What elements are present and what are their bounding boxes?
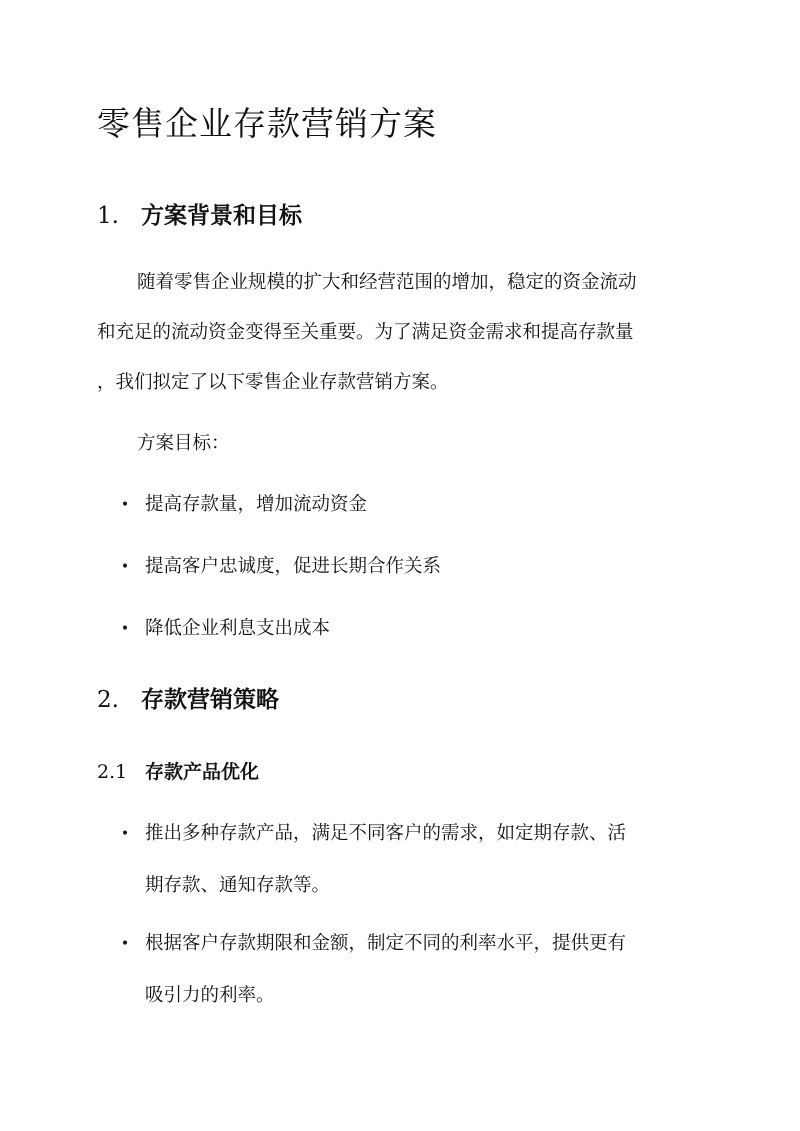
section-1-intro-paragraph: [97, 258, 707, 408]
section-2-heading: [97, 681, 279, 714]
goal-text: 提高客户忠诚度，促进长期合作关系: [145, 556, 442, 577]
intro-line: 和充足的流动资金变得至关重要。为了满足资金需求和提高存款量: [97, 322, 634, 343]
goal-list-item: [115, 603, 715, 655]
strategy-text-line: 吸引力的利率。: [145, 985, 275, 1006]
goal-text: 降低企业利息支出成本: [145, 618, 331, 639]
goal-text: 提高存款量，增加流动资金: [145, 494, 368, 515]
subsection-2-1-title: 存款产品优化: [145, 761, 260, 783]
goal-list-item: [115, 541, 715, 593]
subsection-2-1-heading: [97, 757, 259, 784]
section-1-title: 方案背景和目标: [141, 202, 302, 229]
bullet-icon: •: [120, 826, 130, 842]
document-title: 零售企业存款营销方案: [97, 104, 437, 143]
subsection-2-1-number: 2.1: [97, 761, 128, 783]
strategy-text-line: 推出多种存款产品，满足不同客户的需求，如定期存款、活: [145, 823, 627, 844]
section-1-heading: [97, 197, 302, 230]
strategy-text-line: 期存款、通知存款等。: [145, 875, 331, 896]
section-2-number: 2.: [97, 687, 119, 713]
section-1-number: 1.: [97, 203, 119, 229]
strategy-list-item: [115, 918, 715, 1022]
strategy-list-item: [115, 808, 715, 912]
bullet-icon: •: [120, 559, 130, 575]
bullet-icon: •: [120, 497, 130, 513]
intro-line: ，我们拟定了以下零售企业存款营销方案。: [97, 372, 449, 393]
bullet-icon: •: [120, 936, 130, 952]
goals-label: 方案目标：: [137, 433, 230, 454]
section-2-title: 存款营销策略: [141, 686, 279, 713]
bullet-icon: •: [120, 621, 130, 637]
intro-line: 随着零售企业规模的扩大和经营范围的增加，稳定的资金流动: [137, 272, 637, 293]
goal-list-item: [115, 479, 715, 531]
strategy-text-line: 根据客户存款期限和金额，制定不同的利率水平，提供更有: [145, 933, 627, 954]
